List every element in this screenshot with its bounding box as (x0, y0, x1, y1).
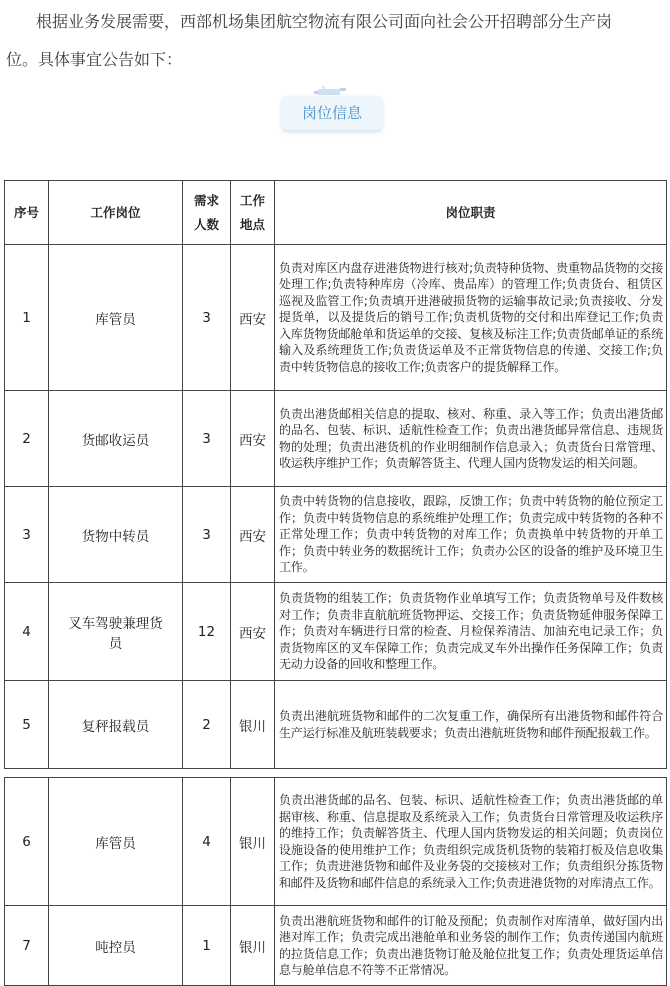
row-count: 3 (183, 245, 231, 391)
row-count: 3 (183, 391, 231, 487)
table-row (5, 681, 667, 769)
table-header-row (5, 181, 667, 245)
row-count: 12 (183, 583, 231, 681)
row-position: 货物中转员 (49, 487, 183, 583)
row-location: 西安 (231, 245, 275, 391)
intro-line-1: 根据业务发展需要，西部机场集团航空物流有限公司面向社会公开招聘部分生产岗 (36, 12, 613, 31)
header-count: 需求人数 (183, 181, 231, 245)
row-no: 3 (5, 487, 49, 583)
row-duties: 负责出港航班货物和邮件的订舱及预配；负责制作对库清单，做好国内出港对库工作；负责完成出港舱单和业务袋的制作工作；负责传递国内航班的拉货信息工作；负责出港货物订舱及舱位批复工作；负责处理货运单信息与舱单信息不符等不正常情况。 (275, 906, 667, 986)
table-row (5, 583, 667, 681)
row-location: 西安 (231, 583, 275, 681)
row-count: 3 (183, 487, 231, 583)
row-no: 6 (5, 778, 49, 906)
section-badge (282, 86, 384, 130)
row-duties: 负责出港航班货物和邮件的二次复重工作，确保所有出港货物和邮件符合生产运行标准及航班装载要求；负责出港航班货物和邮件预配报载工作。 (275, 681, 667, 769)
row-position: 叉车驾驶兼理货员 (49, 583, 183, 681)
row-duties: 负责对库区内盘存进港货物进行核对;负责特种货物、贵重物品货物的交接处理工作;负责特种库房（冷库、贵品库）的管理工作;负责货台、租赁区巡视及监管工作;负责填开进港破损货物的运输事故记录;负责接收、分发提货单，以及提货后的销号工作;负责机货物的交付和出库登记工作;负责入库货物货邮舱单和货运单的交接、复核及标注工作;负责货邮单证的系统输入及系统理货工作;负责货运单及不正常货物信息的传递、交接工作;负责中转货物信息的接收工作;负责客户的提货解释工作。 (275, 245, 667, 391)
header-location: 工作地点 (231, 181, 275, 245)
row-count: 1 (183, 906, 231, 986)
intro-line-2: 位。具体事宜公告如下： (6, 50, 183, 69)
row-position: 库管员 (49, 245, 183, 391)
table-row (5, 906, 667, 986)
row-duties: 负责货物的组装工作；负责货物作业单填写工作；负责货物单号及件数核对工作；负责非直航航班货物押运、交接工作；负责货物延伸服务保障工作；负责对车辆进行日常的检查、月检保养清洁、加油充电记录工作；负责货物库区的叉车保障工作；负责完成叉车外出操作任务保障工作；负责无动力设备的回收和整理工作。 (275, 583, 667, 681)
row-position: 复秤报载员 (49, 681, 183, 769)
header-position: 工作岗位 (49, 181, 183, 245)
table-row (5, 391, 667, 487)
row-position: 吨控员 (49, 906, 183, 986)
row-location: 银川 (231, 681, 275, 769)
row-duties: 负责出港货邮的品名、包装、标识、适航性检查工作；负责出港货邮的单据审核、称重、信息提取及系统录入工作；负责货台日常管理及收运秩序的维持工作；负责解答货主、代理人国内货物发运的相关问题；负责岗位设施设备的使用维护工作；负责组织完成货机货物的装箱打板及信息收集工作；负责进港货物和邮件及业务袋的交接核对工作；负责组织分拣货物和邮件及货物和邮件信息的系统录入工作;负责进港货物的对库清点工作。 (275, 778, 667, 906)
row-location: 西安 (231, 391, 275, 487)
row-duties: 负责中转货物的信息接收，跟踪，反馈工作；负责中转货物的舱位预定工作；负责中转货物信息的系统维护处理工作；负责完成中转货物的各种不正常处理工作；负责中转货物的对库工作；负责换单中转货物的开单工作；负责中转业务的数据统计工作；负责办公区的设备的维护及环境卫生工作。 (275, 487, 667, 583)
row-location: 银川 (231, 906, 275, 986)
row-no: 2 (5, 391, 49, 487)
table-row (5, 487, 667, 583)
row-no: 4 (5, 583, 49, 681)
header-duties: 岗位职责 (275, 181, 667, 245)
positions-table (4, 180, 667, 986)
row-position: 货邮收运员 (49, 391, 183, 487)
header-no: 序号 (5, 181, 49, 245)
table-row (5, 245, 667, 391)
row-duties: 负责出港货邮相关信息的提取、核对、称重、录入等工作；负责出港货邮的品名、包装、标识、适航性检查工作；负责出港货邮异常信息、违规货物的处理；负责出港货机的作业明细制作信息录入；负责货台日常管理、收运秩序维护工作；负责解答货主、代理人国内货物发运的相关问题。 (275, 391, 667, 487)
row-no: 1 (5, 245, 49, 391)
section-badge-label: 岗位信息 (282, 96, 382, 130)
table-row (5, 778, 667, 906)
table-gap (5, 769, 667, 778)
row-location: 西安 (231, 487, 275, 583)
row-count: 4 (183, 778, 231, 906)
row-no: 5 (5, 681, 49, 769)
row-count: 2 (183, 681, 231, 769)
row-location: 银川 (231, 778, 275, 906)
row-no: 7 (5, 906, 49, 986)
row-position: 库管员 (49, 778, 183, 906)
